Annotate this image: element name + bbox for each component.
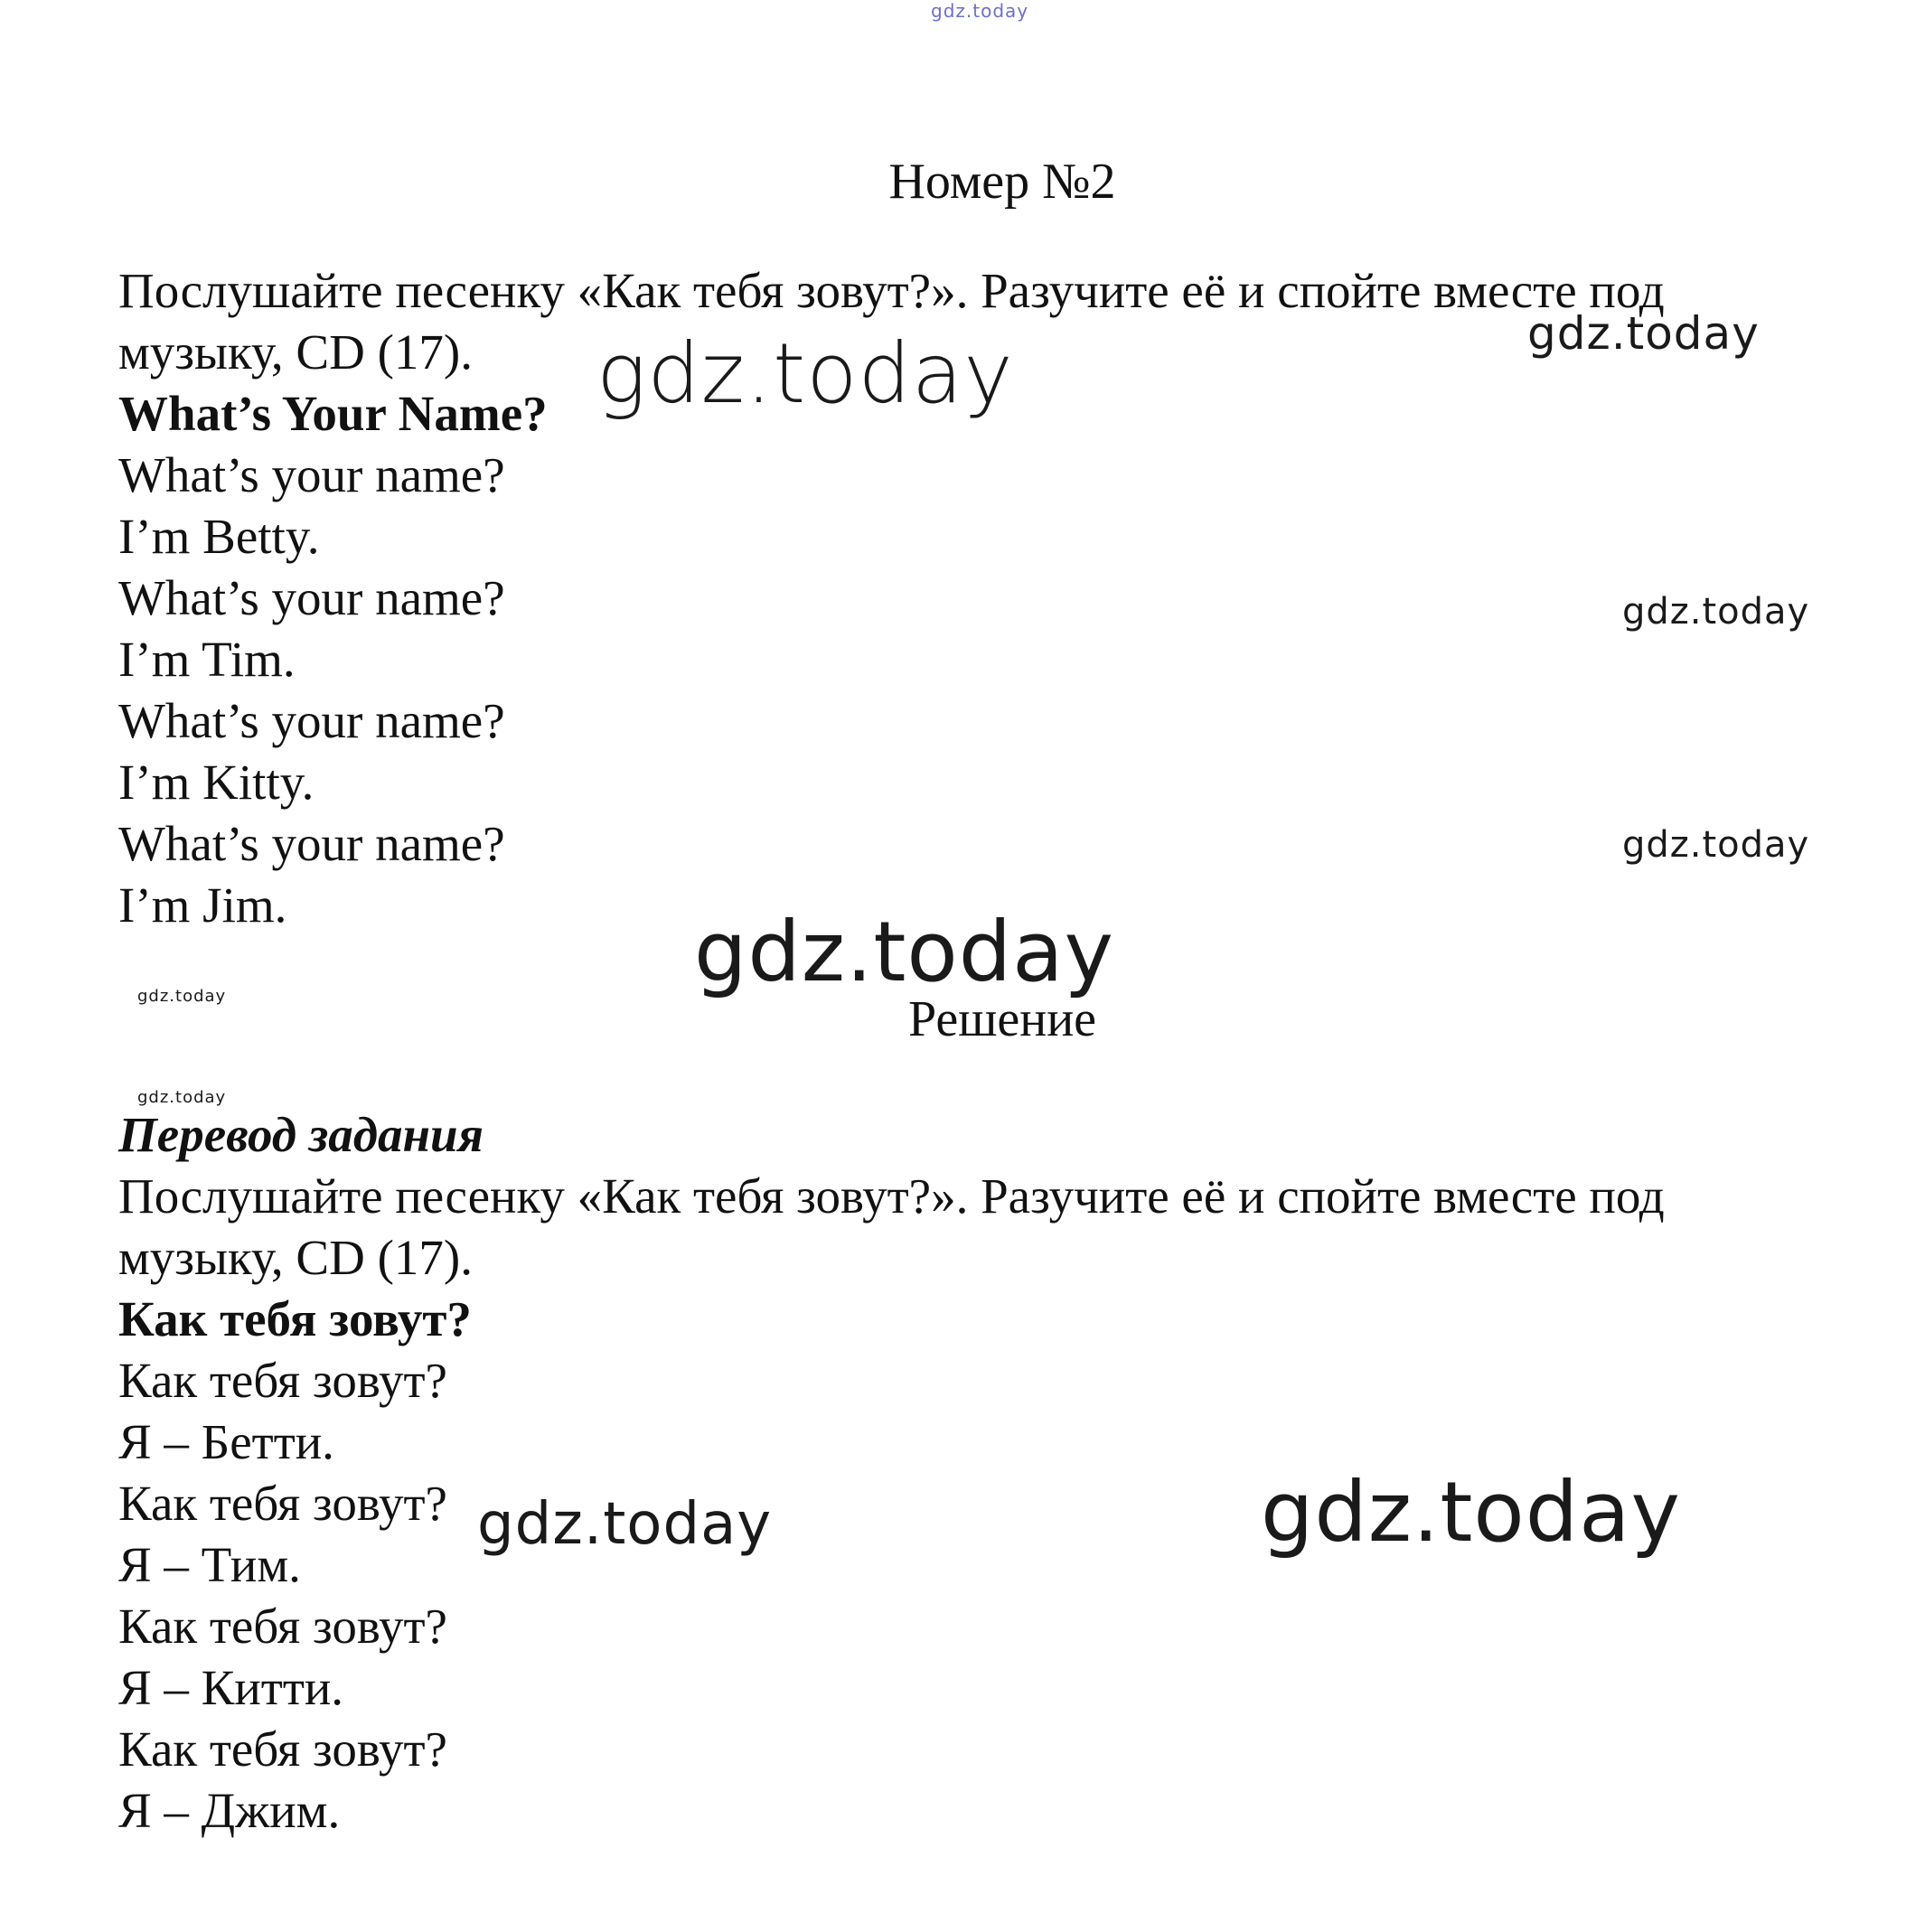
translated-song-line: Я – Тим. [118, 1537, 301, 1592]
watermark: gdz.today [1527, 307, 1760, 360]
translated-song-line: Как тебя зовут? [118, 1353, 447, 1408]
translated-song-line: Как тебя зовут? [118, 1476, 447, 1531]
song-line: I’m Kitty. [118, 755, 315, 810]
translation-heading: Перевод задания [118, 1107, 484, 1162]
translation-instruction-line-1: Послушайте песенку «Как тебя зовут?». Разучите её и спойте вместе под [118, 1168, 1665, 1224]
translated-song-line: Я – Бетти. [118, 1414, 334, 1469]
watermark: gdz.today [596, 325, 1014, 422]
task-instruction-line-1: Послушайте песенку «Как тебя зовут?». Разучите её и спойте вместе под [118, 263, 1665, 318]
song-line: What’s your name? [118, 447, 505, 502]
translation-instruction-line-2: музыку, CD (17). [118, 1230, 473, 1285]
translated-song-line: Как тебя зовут? [118, 1721, 447, 1777]
watermark: gdz.today [1622, 824, 1810, 866]
translated-song-title: Как тебя зовут? [118, 1291, 472, 1346]
song-line: I’m Jim. [118, 877, 287, 933]
song-line: What’s your name? [118, 693, 505, 748]
task-instruction-line-2: музыку, CD (17). [118, 324, 473, 380]
song-line: I’m Tim. [118, 632, 296, 687]
watermark: gdz.today [137, 987, 227, 1006]
song-line: I’m Betty. [118, 509, 320, 564]
translated-song-line: Я – Джим. [118, 1783, 341, 1838]
watermark: gdz.today [1622, 591, 1810, 633]
task-title: Номер №2 [888, 154, 1116, 210]
watermark: gdz.today [137, 1088, 227, 1107]
watermark: gdz.today [477, 1491, 773, 1558]
translated-song-line: Как тебя зовут? [118, 1599, 447, 1654]
translated-song-line: Я – Китти. [118, 1660, 344, 1715]
song-line: What’s your name? [118, 570, 505, 625]
header-watermark: gdz.today [931, 0, 1029, 22]
watermark: gdz.today [694, 904, 1114, 1000]
song-line: What’s your name? [118, 816, 505, 871]
watermark: gdz.today [1261, 1464, 1681, 1561]
song-title: What’s Your Name? [118, 386, 548, 441]
solution-label: Решение [907, 991, 1097, 1047]
